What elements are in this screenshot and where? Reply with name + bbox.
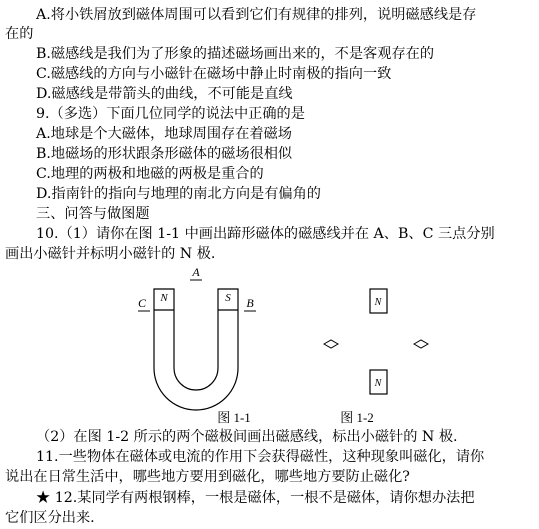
magnet-figure (0, 262, 539, 428)
question-12-line2: 它们区分出来. (5, 510, 95, 526)
top-magnet-pole: N (374, 297, 382, 308)
pole-s-label: S (225, 292, 231, 304)
horseshoe-magnet (154, 289, 238, 410)
compass-needle-right (414, 340, 428, 348)
magnet-diagram (0, 262, 539, 428)
caption-fig-1-1: 图 1-1 (217, 410, 251, 425)
question-11-line1: 11.一些物体在磁体或电流的作用下会获得磁性，这种现象叫磁化，请你 (36, 449, 485, 465)
point-a-label: A (192, 265, 200, 279)
option-c: C.磁感线的方向与小磁针在磁场中静止时南极的指向一致 (36, 66, 392, 82)
pole-n-label: N (160, 292, 168, 304)
option-d: D.磁感线是带箭头的曲线，不可能是直线 (36, 86, 293, 102)
bottom-magnet-pole: N (374, 378, 382, 389)
question-10-line2: 画出小磁针并标明小磁针的 N 极. (5, 246, 216, 262)
point-b-label: B (246, 296, 254, 310)
option-a-line1: A.将小铁屑放到磁体周围可以看到它们有规律的排列，说明磁感线是存 (36, 7, 477, 23)
q9-option-d: D.指南针的指向与地理的南北方向是有偏角的 (36, 186, 321, 202)
question-10-line1: 10.（1）请你在图 1-1 中画出蹄形磁体的磁感线并在 A、B、C 三点分别 (36, 226, 495, 242)
compass-needle-left (324, 340, 338, 348)
question-11-line2: 说出在日常生活中，哪些地方要用到磁化，哪些地方要防止磁化? (5, 469, 410, 485)
q9-option-b: B.地磁场的形状跟条形磁体的磁场很相似 (36, 146, 293, 162)
option-b: B.磁感线是我们为了形象的描述磁场画出来的，不是客观存在的 (36, 46, 435, 62)
q9-option-a: A.地球是个大磁体，地球周围存在着磁场 (36, 126, 292, 142)
question-10-part2: （2）在图 1-2 所示的两个磁极间画出磁感线，标出小磁针的 N 极. (36, 429, 458, 445)
question-9: 9.（多选）下面几位同学的说法中正确的是 (36, 106, 305, 122)
question-12-line1: ★ 12.某同学有两根钢棒，一根是磁体，一根不是磁体，请你想办法把 (36, 490, 475, 506)
option-a-line2: 在的 (5, 26, 34, 42)
section-heading: 三、问答与做图题 (36, 206, 150, 222)
point-c-label: C (137, 296, 147, 310)
caption-fig-1-2: 图 1-2 (340, 410, 374, 425)
q9-option-c: C.地理的两极和地磁的两极是重合的 (36, 166, 264, 182)
